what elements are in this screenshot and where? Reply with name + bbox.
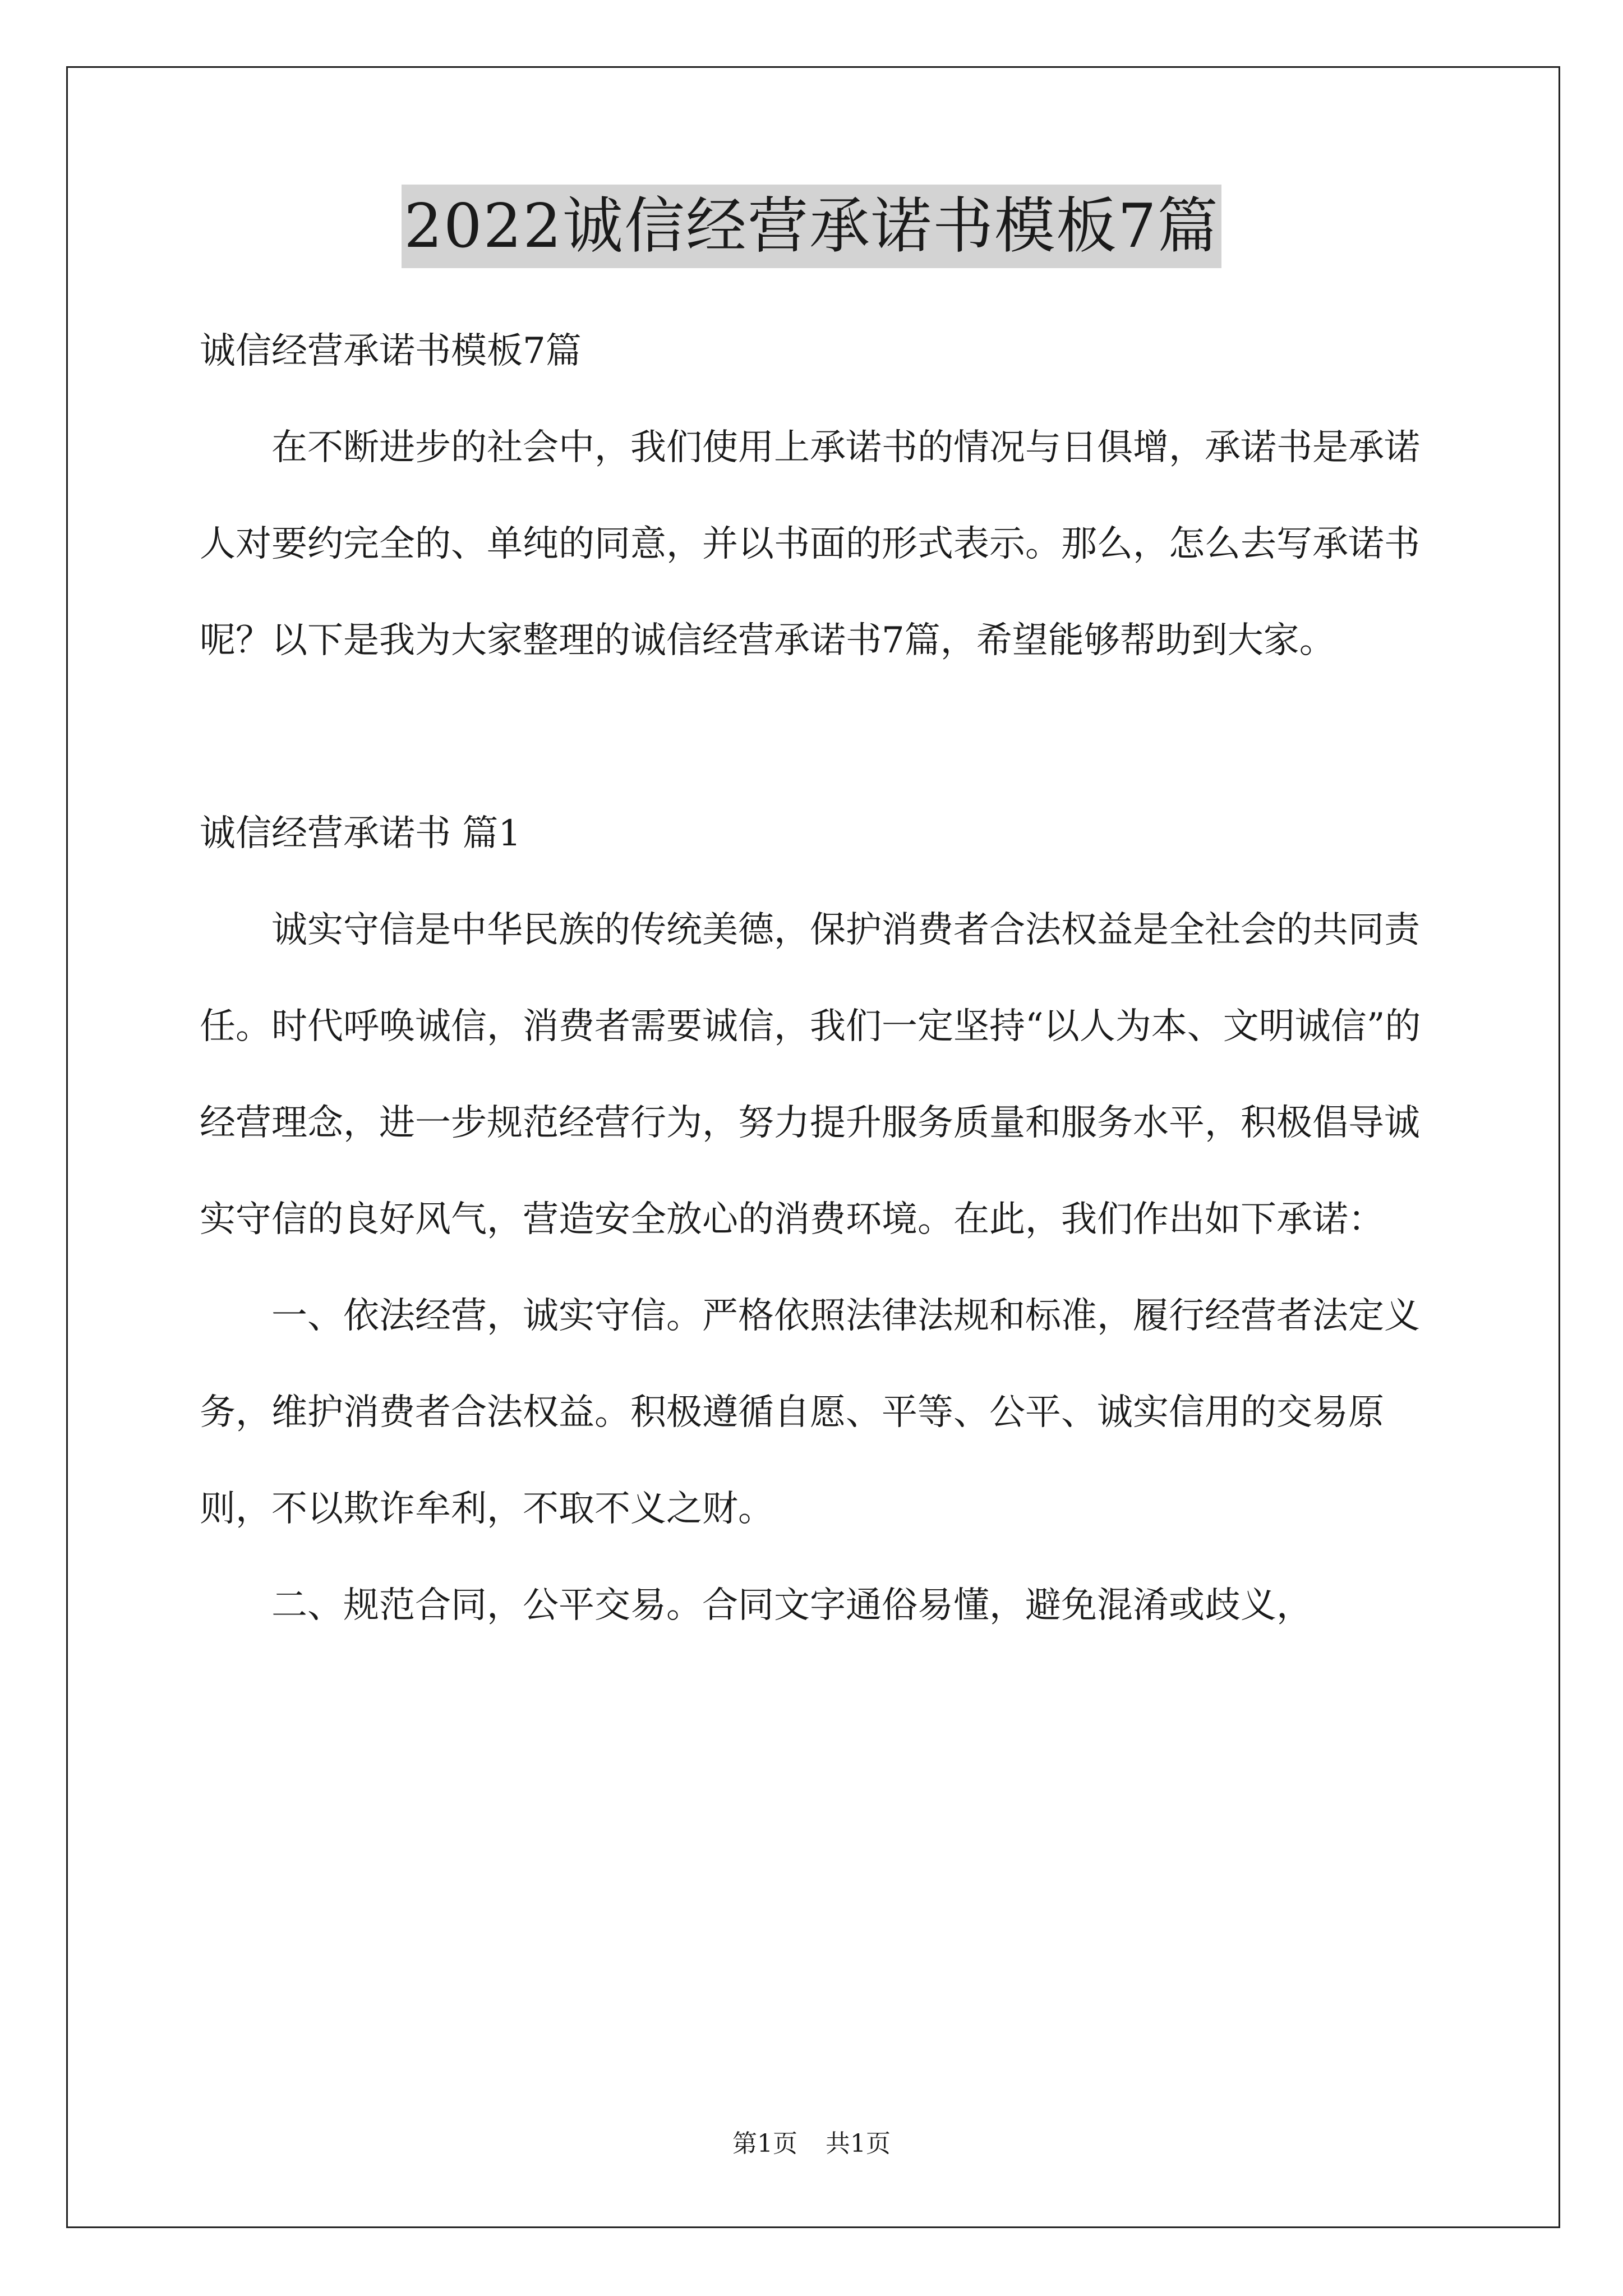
document-title-text: 2022诚信经营承诺书模板7篇 [402, 185, 1221, 268]
document-body [200, 303, 1428, 1654]
body-paragraph: 一、依法经营，诚实守信。严格依照法律法规和标准，履行经营者法定义务，维护消费者合法权益。积极遵循自愿、平等、公平、诚实信用的交易原则，不以欺诈牟利，不取不义之财。 [200, 1295, 1420, 1530]
page-total: 共1页 [826, 2129, 891, 2158]
document-subtitle: 诚信经营承诺书模板7篇 [200, 330, 582, 372]
body-paragraph: 二、规范合同，公平交易。合同文字通俗易懂，避免混淆或歧义， [271, 1585, 1312, 1626]
intro-paragraph: 在不断进步的社会中，我们使用上承诺书的情况与日俱增，承诺书是承诺人对要约完全的、单纯的同意，并以书面的形式表示。那么，怎么去写承诺书呢？以下是我为大家整理的诚信经营承诺书7篇，希望能够帮助到大家。 [200, 427, 1420, 661]
section-heading: 诚信经营承诺书 篇1 [200, 813, 522, 854]
page-footer [0, 2129, 1623, 2158]
document-title [0, 191, 1623, 261]
body-paragraph: 诚实守信是中华民族的传统美德，保护消费者合法权益是全社会的共同责任。时代呼唤诚信，消费者需要诚信，我们一定坚持“以人为本、文明诚信”的经营理念，进一步规范经营行为，努力提升服务质量和服务水平，积极倡导诚实守信的良好风气，营造安全放心的消费环境。在此，我们作出如下承诺： [200, 909, 1421, 1240]
page-number: 第1页 [732, 2129, 797, 2158]
